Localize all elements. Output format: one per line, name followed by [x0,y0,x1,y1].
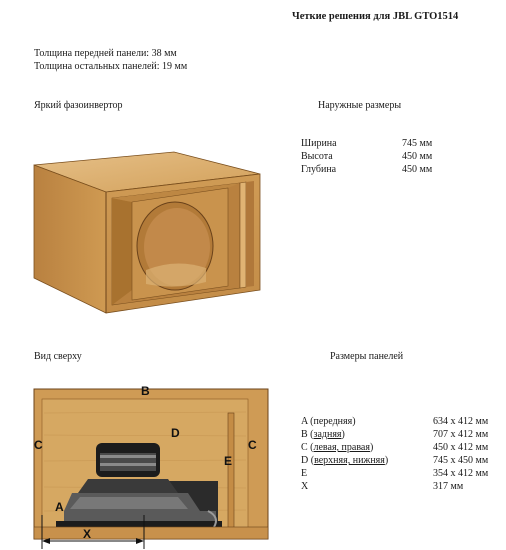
port-divider-e [228,413,234,529]
panel-row-value: 450 x 412 мм [433,442,489,453]
front-panel-thickness: Толщина передней панели: 38 мм [34,48,177,59]
top-view-diagram [28,383,272,550]
label-c-left: C [34,438,43,452]
panel-row-letter: A ( [301,416,314,427]
panel-row-e: E [301,468,308,479]
label-e: E [224,454,233,468]
panel-row-d [301,455,388,467]
panel-row-close: ) [384,455,389,466]
label-a: A [55,500,64,514]
panel-sizes-caption: Размеры панелей [330,351,404,362]
page-title: Четкие решения для JBL GTO1514 [292,11,459,22]
port-divider [240,182,246,288]
top-view-caption: Вид сверху [34,351,82,362]
external-row-height [301,151,333,163]
front-panel-a [34,527,268,539]
panel-row-name: передняя [313,416,353,427]
label-c-right: C [248,438,257,452]
external-row-value: 450 мм [402,151,433,162]
panel-row-value: 354 x 412 мм [433,468,489,479]
port-caption: Яркий фазоинвертор [34,100,123,111]
panel-row-name: верхняя, нижняя [314,455,385,466]
external-row-label: Глубина [301,164,337,175]
panel-row-letter: B ( [301,429,314,440]
label-d: D [171,426,180,440]
panel-row-x: X [301,481,309,492]
panel-row-letter: C ( [301,442,314,453]
panel-row-name: левая, правая [313,442,370,453]
panel-row-name: задняя [313,429,342,440]
external-row-depth [301,164,336,176]
label-b: B [141,384,150,398]
panel-row-close: ) [341,429,345,440]
enclosure-3d-render [30,150,266,316]
panel-row-value: 745 x 450 мм [433,455,489,466]
external-row-value: 745 мм [402,138,433,149]
panel-row-value: 317 мм [433,481,464,492]
external-row-label: Ширина [301,138,337,149]
panel-row-a [301,416,356,428]
external-dimensions-caption: Наружные размеры [318,100,402,111]
external-row-label: Высота [301,151,333,162]
panel-row-b [301,429,345,441]
panel-row-letter: D ( [301,455,315,466]
label-x: X [83,527,92,541]
panel-row-value: 707 x 412 мм [433,429,489,440]
panel-row-c [301,442,373,454]
other-panels-thickness: Толщина остальных панелей: 19 мм [34,61,188,72]
panel-row-value: 634 x 412 мм [433,416,489,427]
panel-row-close: ) [369,442,374,453]
external-row-width [301,138,337,150]
panel-row-close: ) [352,416,356,427]
external-row-value: 450 мм [402,164,433,175]
